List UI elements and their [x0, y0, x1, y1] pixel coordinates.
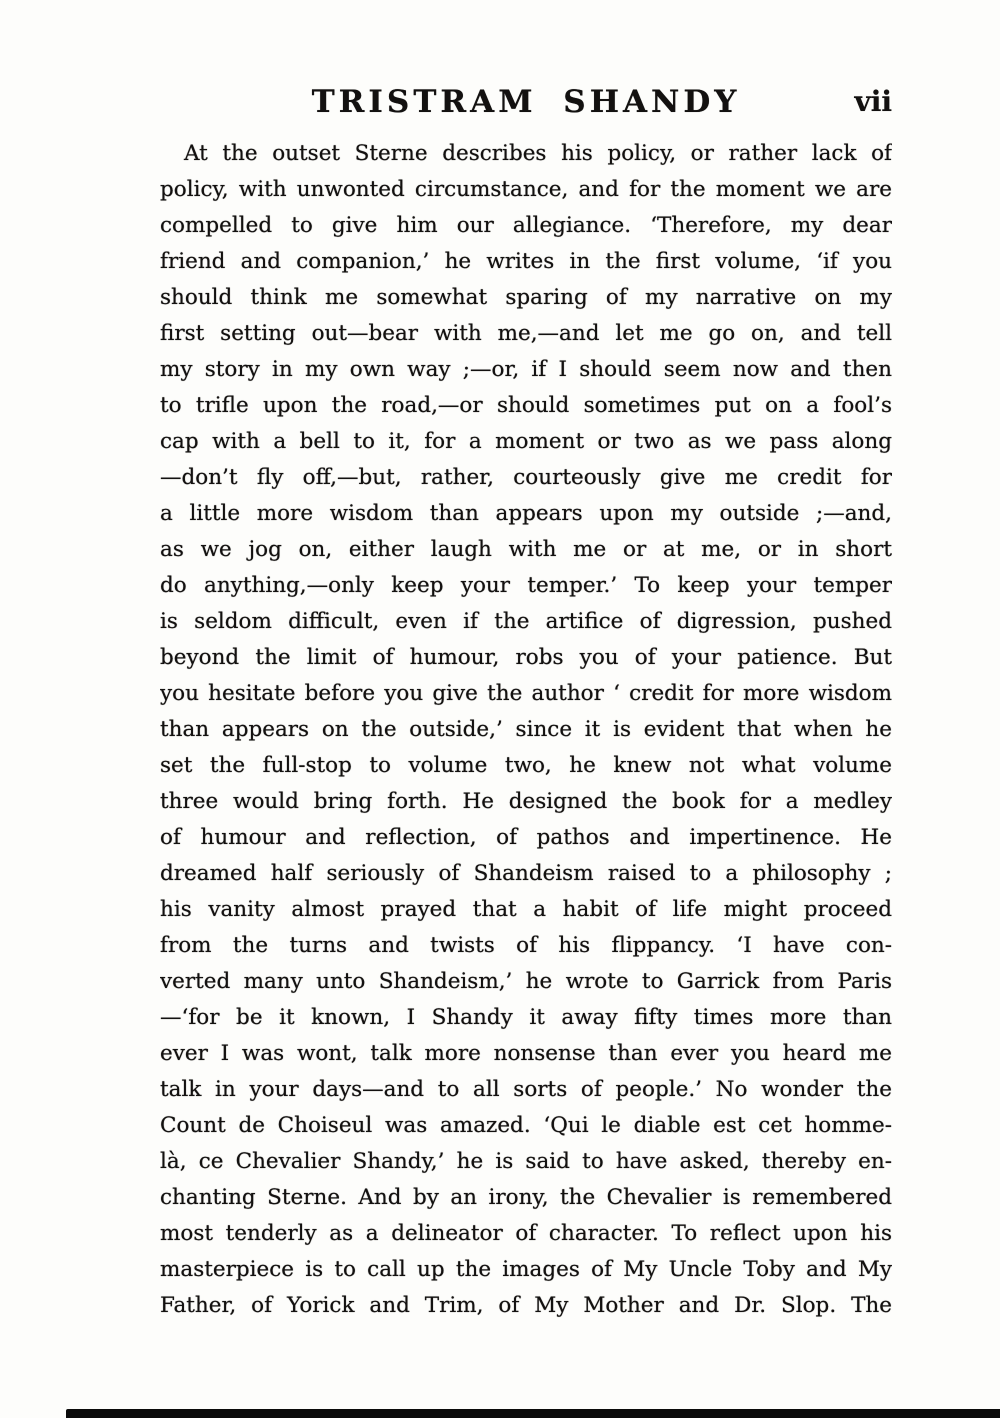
text-line: beyond the limit of humour, robs you of your patience. But: [160, 645, 892, 670]
text-line: Count de Choiseul was amazed. ‘Qui le diable est cet homme-: [160, 1113, 892, 1138]
text-line: my story in my own way ;—or, if I should seem now and then: [160, 357, 892, 382]
text-line: —don’t fly off,—but, rather, courteously give me credit for: [160, 465, 892, 490]
text-line: first setting out—bear with me,—and let me go on, and tell: [160, 321, 892, 346]
text-line: compelled to give him our allegiance. ‘Therefore, my dear: [160, 213, 892, 238]
text-line: than appears on the outside,’ since it is evident that when he: [160, 717, 892, 742]
text-line: dreamed half seriously of Shandeism raised to a philosophy ;: [160, 861, 892, 886]
text-line: you hesitate before you give the author ‘ credit for more wisdom: [160, 681, 892, 706]
text-line: should think me somewhat sparing of my narrative on my: [160, 285, 892, 310]
page-title: TRISTRAM SHANDY: [311, 84, 741, 120]
text-line: —‘for be it known, I Shandy it away fifty times more than: [160, 1005, 892, 1030]
text-line: At the outset Sterne describes his policy, or rather lack of: [184, 141, 892, 166]
text-line: to trifle upon the road,—or should sometimes put on a fool’s: [160, 393, 892, 418]
text-line: his vanity almost prayed that a habit of life might proceed: [160, 897, 892, 922]
text-line: ever I was wont, talk more nonsense than ever you heard me: [160, 1041, 892, 1066]
text-line: friend and companion,’ he writes in the first volume, ‘if you: [160, 249, 892, 274]
text-line: do anything,—only keep your temper.’ To keep your temper: [160, 573, 892, 598]
text-line: from the turns and twists of his flippancy. ‘I have con-: [160, 933, 892, 958]
text-line: là, ce Chevalier Shandy,’ he is said to have asked, thereby en-: [160, 1149, 892, 1174]
scan-artifact-bar: [66, 1409, 1000, 1418]
text-line: talk in your days—and to all sorts of people.’ No wonder the: [160, 1077, 892, 1102]
page-header: [160, 80, 892, 124]
page-number: vii: [854, 85, 892, 118]
text-line: masterpiece is to call up the images of My Uncle Toby and My: [160, 1257, 892, 1282]
text-line: chanting Sterne. And by an irony, the Chevalier is remembered: [160, 1185, 892, 1210]
page-content: [160, 80, 892, 1324]
text-line: as we jog on, either laugh with me or at me, or in short: [160, 537, 892, 562]
text-line: of humour and reflection, of pathos and impertinence. He: [160, 825, 892, 850]
text-line: is seldom difficult, even if the artifice of digression, pushed: [160, 609, 892, 634]
text-line: three would bring forth. He designed the book for a medley: [160, 789, 892, 814]
text-block: [160, 136, 892, 1324]
text-line: cap with a bell to it, for a moment or two as we pass along: [160, 429, 892, 454]
text-line: set the full-stop to volume two, he knew not what volume: [160, 753, 892, 778]
text-line: policy, with unwonted circumstance, and for the moment we are: [160, 177, 892, 202]
text-line: a little more wisdom than appears upon my outside ;—and,: [160, 501, 892, 526]
text-line: verted many unto Shandeism,’ he wrote to Garrick from Paris: [160, 969, 892, 994]
text-line: Father, of Yorick and Trim, of My Mother and Dr. Slop. The: [160, 1293, 892, 1318]
text-line: most tenderly as a delineator of character. To reflect upon his: [160, 1221, 892, 1246]
